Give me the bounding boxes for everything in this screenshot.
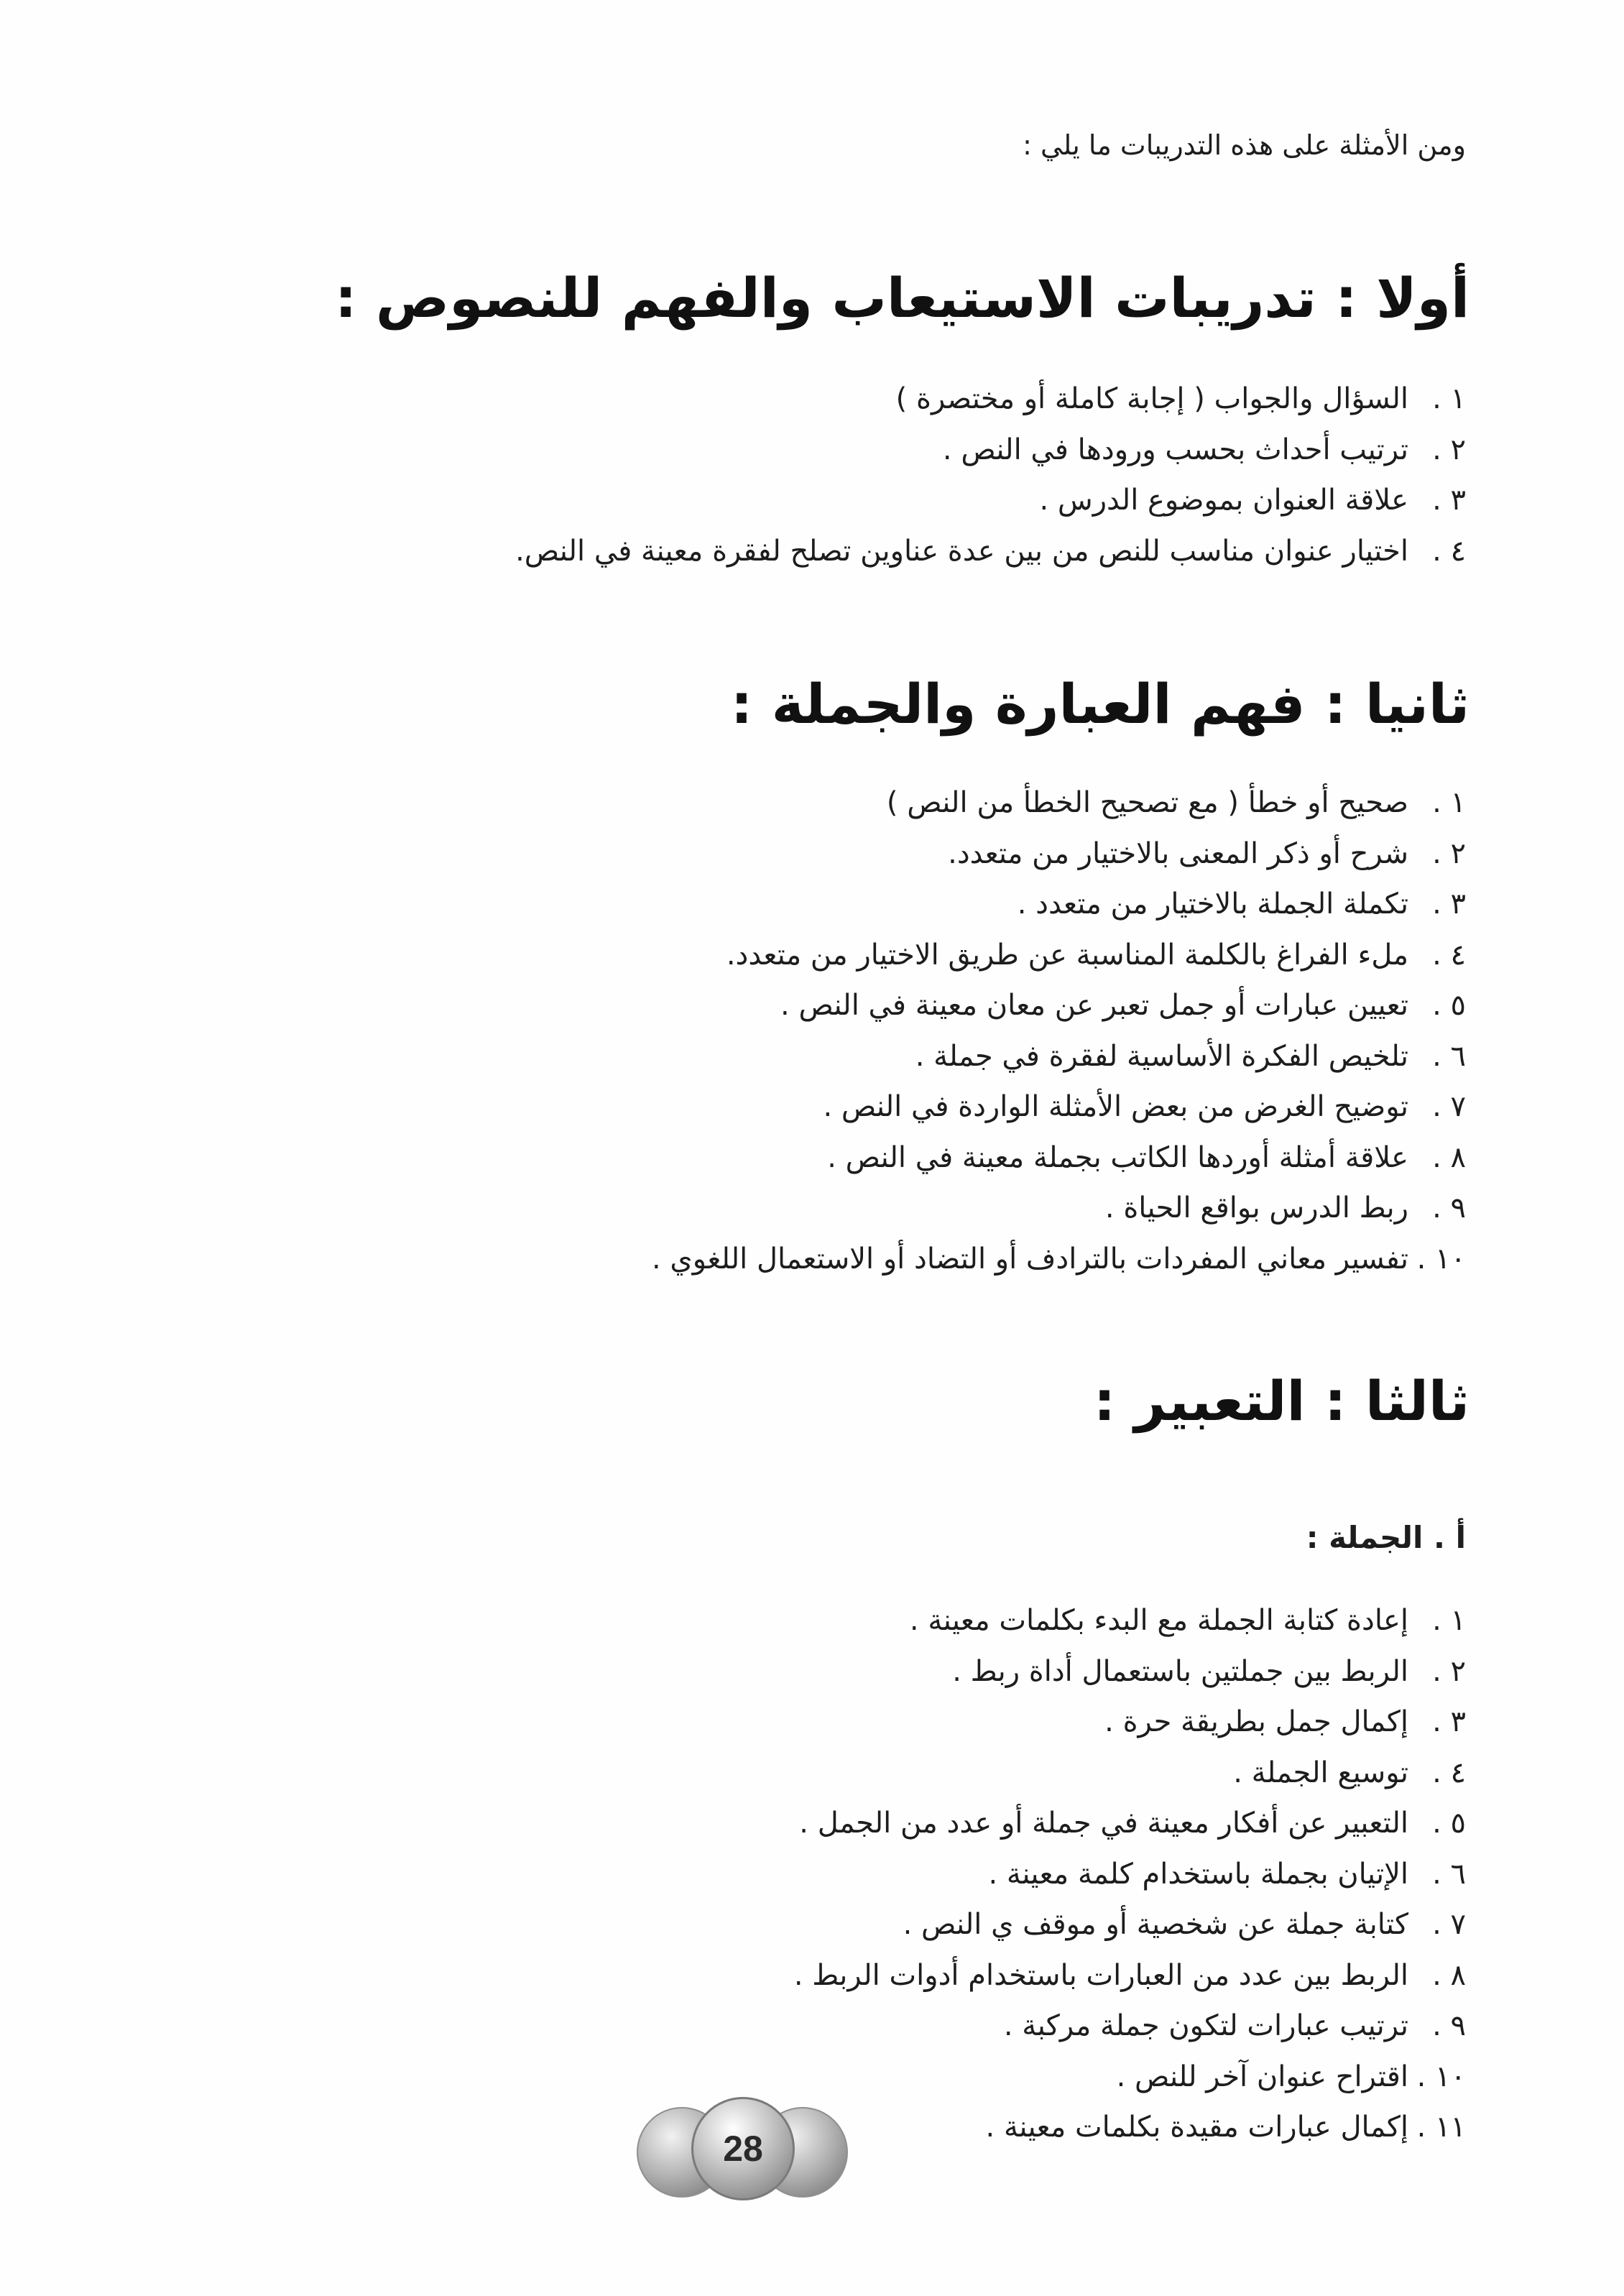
- list-item: [652, 879, 1466, 930]
- section-3-list: [794, 1595, 1466, 2153]
- item-number: ٦ .: [1432, 1039, 1466, 1073]
- item-text: إكمال عبارات مقيدة بكلمات معينة .: [985, 2111, 1408, 2144]
- section-1-heading: أولا : تدريبات الاستيعاب والفهم للنصوص :: [335, 266, 1470, 330]
- item-number: ٦ .: [1432, 1857, 1466, 1891]
- item-text: ترتيب أحداث بحسب ورودها في النص .: [942, 433, 1408, 466]
- list-item: [794, 1950, 1466, 2001]
- item-number: ٣ .: [1432, 484, 1466, 517]
- item-text: علاقة أمثلة أوردها الكاتب بجملة معينة في النص .: [827, 1140, 1408, 1174]
- list-item: [652, 930, 1466, 981]
- item-number: ٨ .: [1432, 1140, 1466, 1174]
- item-text: الربط بين جملتين باستعمال أداة ربط .: [952, 1654, 1408, 1688]
- item-text: الربط بين عدد من العبارات باستخدام أدوات الربط .: [793, 1958, 1408, 1992]
- item-number: ١١ .: [1416, 2111, 1466, 2144]
- item-text: كتابة جملة عن شخصية أو موقف ي النص .: [903, 1908, 1408, 1941]
- list-item: [794, 1595, 1466, 1646]
- item-text: إعادة كتابة الجملة مع البدء بكلمات معينة .: [909, 1604, 1408, 1637]
- list-item: [515, 526, 1466, 577]
- page-number: 28: [723, 2129, 763, 2169]
- section-2-list: [652, 778, 1466, 1284]
- item-number: ٤ .: [1432, 938, 1466, 972]
- item-number: ٩ .: [1432, 1191, 1466, 1225]
- item-text: إكمال جمل بطريقة حرة .: [1104, 1705, 1408, 1738]
- item-number: ١٠ .: [1416, 2060, 1466, 2093]
- section-3-heading: ثالثا : التعبير :: [1093, 1369, 1470, 1433]
- item-text: توسيع الجملة .: [1233, 1756, 1408, 1789]
- item-text: تلخيص الفكرة الأساسية لفقرة في جملة .: [915, 1039, 1408, 1073]
- list-item: [652, 778, 1466, 829]
- item-text: علاقة العنوان بموضوع الدرس .: [1039, 484, 1408, 517]
- item-number: ٤ .: [1432, 1756, 1466, 1789]
- page-number-badge: [637, 2097, 845, 2205]
- item-text: التعبير عن أفكار معينة في جملة أو عدد من الجمل .: [799, 1807, 1408, 1840]
- list-item: [515, 425, 1466, 476]
- item-number: ٥ .: [1432, 989, 1466, 1022]
- item-number: ١ .: [1432, 786, 1466, 819]
- item-number: ٩ .: [1432, 2009, 1466, 2042]
- list-item: [652, 1082, 1466, 1133]
- item-number: ٢ .: [1432, 1654, 1466, 1688]
- item-text: ربط الدرس بواقع الحياة .: [1104, 1191, 1408, 1225]
- list-item: [794, 1748, 1466, 1799]
- item-text: الإتيان بجملة باستخدام كلمة معينة .: [988, 1857, 1408, 1891]
- item-number: ٢ .: [1432, 836, 1466, 870]
- list-item: [652, 1133, 1466, 1184]
- item-number: ٤ .: [1432, 534, 1466, 568]
- item-text: السؤال والجواب ( إجابة كاملة أو مختصرة ): [895, 382, 1408, 415]
- item-number: ٧ .: [1432, 1908, 1466, 1941]
- intro-line: ومن الأمثلة على هذه التدريبات ما يلي :: [1023, 129, 1466, 161]
- list-item: [794, 1849, 1466, 1900]
- list-item: [794, 1646, 1466, 1697]
- list-item: [794, 2052, 1466, 2103]
- list-item: [652, 1183, 1466, 1234]
- item-number: ٣ .: [1432, 1705, 1466, 1738]
- item-text: شرح أو ذكر المعنى بالاختيار من متعدد.: [948, 836, 1408, 870]
- item-text: صحيح أو خطأ ( مع تصحيح الخطأ من النص ): [886, 786, 1408, 819]
- list-item: [794, 1798, 1466, 1849]
- list-item: [515, 475, 1466, 526]
- item-text: تفسير معاني المفردات بالترادف أو التضاد أو الاستعمال اللغوي .: [652, 1242, 1408, 1276]
- list-item: [652, 1031, 1466, 1082]
- item-number: ١٠ .: [1416, 1242, 1466, 1276]
- item-text: اختيار عنوان مناسب للنص من بين عدة عناوين تصلح لفقرة معينة في النص.: [515, 534, 1408, 568]
- list-item: [794, 1899, 1466, 1950]
- item-number: ٧ .: [1432, 1090, 1466, 1123]
- section-2-heading: ثانيا : فهم العبارة والجملة :: [730, 672, 1470, 736]
- item-number: ٢ .: [1432, 433, 1466, 466]
- list-item: [652, 829, 1466, 880]
- list-item: [794, 2102, 1466, 2153]
- section-1-list: [515, 374, 1466, 576]
- list-item: [515, 374, 1466, 425]
- list-item: [652, 980, 1466, 1031]
- item-number: ٨ .: [1432, 1958, 1466, 1992]
- item-text: تعيين عبارات أو جمل تعبر عن معان معينة في النص .: [780, 989, 1408, 1022]
- item-text: اقتراح عنوان آخر للنص .: [1116, 2060, 1408, 2093]
- item-text: توضيح الغرض من بعض الأمثلة الواردة في النص .: [823, 1090, 1408, 1123]
- item-number: ٣ .: [1432, 887, 1466, 921]
- item-text: ملء الفراغ بالكلمة المناسبة عن طريق الاختيار من متعدد.: [726, 938, 1408, 972]
- list-item: [794, 1697, 1466, 1748]
- list-item: [794, 2001, 1466, 2052]
- section-3-subheading: أ . الجملة :: [1306, 1520, 1466, 1555]
- item-text: تكملة الجملة بالاختيار من متعدد .: [1017, 887, 1408, 921]
- item-number: ٥ .: [1432, 1807, 1466, 1840]
- item-number: ١ .: [1432, 382, 1466, 415]
- list-item: [652, 1234, 1466, 1285]
- item-number: ١ .: [1432, 1604, 1466, 1637]
- item-text: ترتيب عبارات لتكون جملة مركبة .: [1003, 2009, 1408, 2042]
